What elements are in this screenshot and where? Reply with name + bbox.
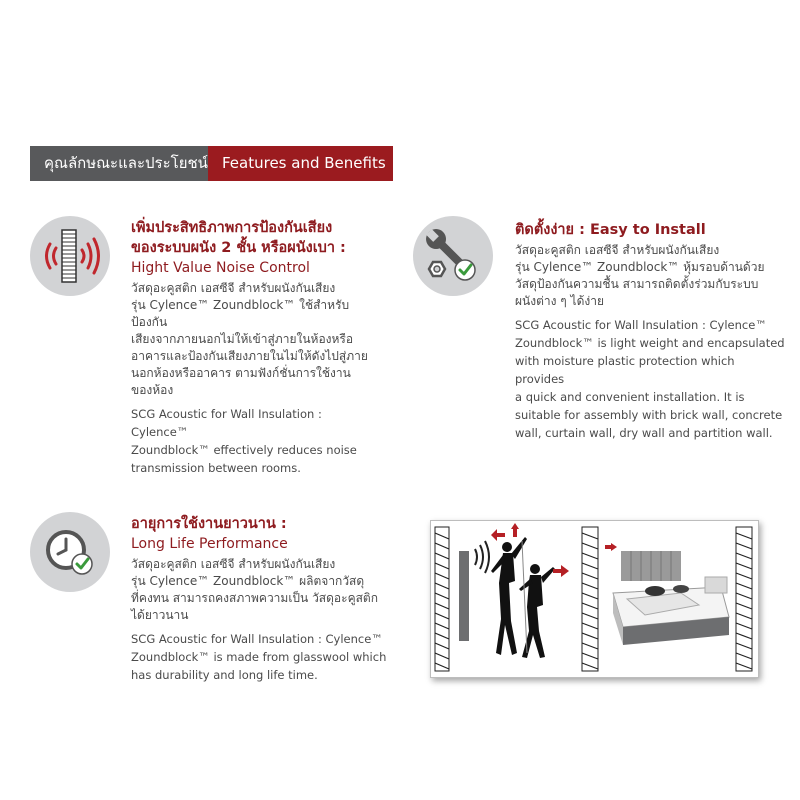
noise-insulation-illustration: [430, 520, 759, 678]
feature-description-th: วัสดุอะคูสติก เอสซีจี สำหรับผนังกันเสียง รุ่น Cylence™ Zoundblock™ ใช้สำหรับป้องกัน เสียงจากภายนอกไม่ให้เข้าสู่ภายในห้องหรือ อาคารและป้องกันเสียงภายในไม่ให้ดังไปสู่ภาย นอกห้องหรืออาคาร ตามฟังก์ชั่นการใช้งาน ของห้อง: [131, 281, 368, 397]
feature-description-th: วัสดุอะคูสติก เอสซีจี สำหรับผนังกันเสียง รุ่น Cylence™ Zoundblock™ หุ้มรอบด้านด้วย วัสดุป้องกันความชื้น สามารถติดตั้งร่วมกับระบบ ผนังต่าง ๆ ได้ง่าย: [515, 243, 765, 308]
feature-title-en: Long Life Performance: [131, 536, 288, 552]
feature-description-en: SCG Acoustic for Wall Insulation : Cylence™ Zoundblock™ effectively reduces noise transmission between rooms.: [131, 407, 357, 475]
feature-title-th: อายุการใช้งานยาวนาน :: [131, 516, 287, 532]
wrench-bolt-check-icon: [413, 216, 493, 296]
section-banner: [30, 146, 393, 181]
sound-wall-icon: [30, 216, 110, 296]
feature-title: ติดตั้งง่าย : Easy to Install: [515, 222, 706, 238]
feature-description-en: SCG Acoustic for Wall Insulation : Cylence™ Zoundblock™ is made from glasswool which has durability and long life time.: [131, 632, 387, 682]
banner-english-label: Features and Benefits: [208, 146, 393, 181]
feature-title-th-2: ของระบบผนัง 2 ชั้น หรือผนังเบา :: [131, 240, 346, 256]
banner-thai-label: คุณลักษณะและประโยชน์: [30, 146, 208, 181]
feature-description-en: SCG Acoustic for Wall Insulation : Cylence™ Zoundblock™ is light weight and encapsulated with moisture plastic protection which provides a quick and convenient installation. It is suitable for assembly with brick wall, concrete wall, curtain wall, dry wall and partition wall.: [515, 318, 785, 440]
feature-description-th: วัสดุอะคูสติก เอสซีจี สำหรับผนังกันเสียง รุ่น Cylence™ Zoundblock™ ผลิตจากวัสดุ ที่คงทน สามารถคงสภาพความเป็น วัสดุอะคูสติก ได้ยาวนาน: [131, 557, 378, 622]
feature-easy-install: [515, 220, 785, 442]
feature-title-th-1: เพิ่มประสิทธิภาพการป้องกันเสียง: [131, 220, 333, 236]
feature-noise-control: [131, 218, 381, 477]
clock-check-icon: [30, 512, 110, 592]
feature-title-en: Hight Value Noise Control: [131, 260, 310, 276]
feature-long-life: [131, 514, 391, 684]
